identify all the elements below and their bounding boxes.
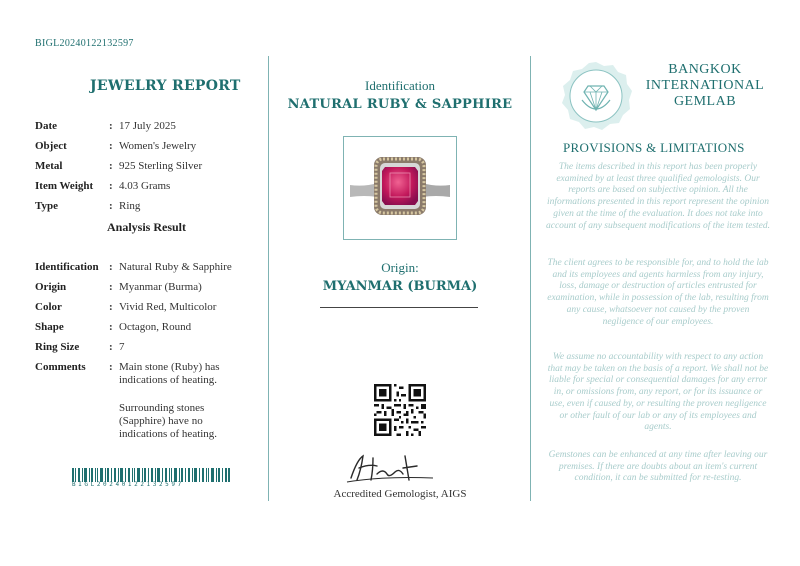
analysis-value: Octagon, Round <box>119 321 192 333</box>
separator: : <box>109 281 113 293</box>
analysis-key: Origin <box>35 281 67 293</box>
ring-photo <box>343 136 457 240</box>
detail-key: Metal <box>35 160 63 172</box>
provisions-paragraph: The items described in this report has been properly examined by at least three qualified gemologists. Our reports are based on subjective opinion. All the informations presented in this report represent the opinion given at the time of the evaluation. It does not take into account of any subsequent modifications of the item tested. <box>546 162 771 231</box>
barcode <box>72 468 230 482</box>
separator: : <box>109 160 113 172</box>
signature-caption: Accredited Gemologist, AIGS <box>333 488 467 500</box>
signature <box>343 450 443 486</box>
separator: : <box>109 140 113 152</box>
analysis-value: Myanmar (Burma) <box>119 281 202 293</box>
detail-value: 925 Sterling Silver <box>119 160 203 172</box>
lab-name-line-1: BANGKOK <box>668 62 742 77</box>
detail-key: Type <box>35 200 59 212</box>
provisions-paragraph: Gemstones can be enhanced at any time after leaving our premises. If there are doubts about an item's current condition, it can be submitted for re-testing. <box>548 450 768 484</box>
analysis-value: Main stone (Ruby) has indications of heating. <box>119 361 220 386</box>
ring-image <box>344 137 456 239</box>
comment-extra: Surrounding stones (Sapphire) have no indications of heating. <box>119 402 218 440</box>
lab-name <box>640 62 770 110</box>
separator: : <box>109 200 113 212</box>
separator: : <box>109 361 113 373</box>
provisions-paragraph: The client agrees to be responsible for, and to hold the lab and its employees and agents harmless from any injury, loss, damage or destruction of articles entrusted for examination, while in possession of the lab, resulting from any cause, whatsoever not caused by the proven negligence of our employees. <box>547 258 769 327</box>
origin-label: Origin: <box>381 260 419 275</box>
detail-value: 4.03 Grams <box>119 180 171 192</box>
identification-label: Identification <box>364 78 436 93</box>
analysis-key: Comments <box>35 361 86 373</box>
origin-value: MYANMAR (BURMA) <box>322 279 478 294</box>
identification-value: NATURAL RUBY & SAPPHIRE <box>287 97 513 112</box>
detail-value: 17 July 2025 <box>119 120 176 132</box>
detail-value: Women's Jewelry <box>119 140 197 152</box>
lab-name-line-3: GEMLAB <box>673 94 737 109</box>
qr-code <box>374 384 426 436</box>
detail-key: Item Weight <box>35 180 94 192</box>
detail-key: Object <box>35 140 67 152</box>
analysis-value: Vivid Red, Multicolor <box>119 301 217 313</box>
report-title: JEWELRY REPORT <box>90 78 241 94</box>
separator: : <box>109 341 113 353</box>
analysis-heading: Analysis Result <box>107 220 187 234</box>
detail-key: Date <box>35 120 57 132</box>
separator: : <box>109 261 113 273</box>
separator: : <box>109 301 113 313</box>
lab-name-line-2: INTERNATIONAL <box>645 78 765 93</box>
analysis-value: Natural Ruby & Sapphire <box>119 261 232 273</box>
analysis-key: Ring Size <box>35 341 80 353</box>
separator: : <box>109 321 113 333</box>
lab-seal-logo <box>560 60 632 132</box>
provisions-paragraph: We assume no accountability with respect to any action that may be taken on the basis of a report. We shall not be liable for special or consequential damages for any error in, or omissions from, any report, or for its issuance or use, even if caused by, or resulting the proven negligence or other fault of our lab or any of its employees and agents. <box>547 352 769 433</box>
separator: : <box>109 180 113 192</box>
analysis-key: Color <box>35 301 62 313</box>
separator: : <box>109 120 113 132</box>
provisions-title: PROVISIONS & LIMITATIONS <box>563 140 745 155</box>
analysis-value: 7 <box>119 341 125 353</box>
barcode-text: BIGL20240122132597 <box>72 481 184 488</box>
origin-rule <box>320 307 478 308</box>
analysis-key: Identification <box>35 261 99 273</box>
certificate-id: BIGL20240122132597 <box>35 38 134 49</box>
detail-value: Ring <box>119 200 141 212</box>
divider-right <box>530 56 531 501</box>
analysis-key: Shape <box>35 321 64 333</box>
